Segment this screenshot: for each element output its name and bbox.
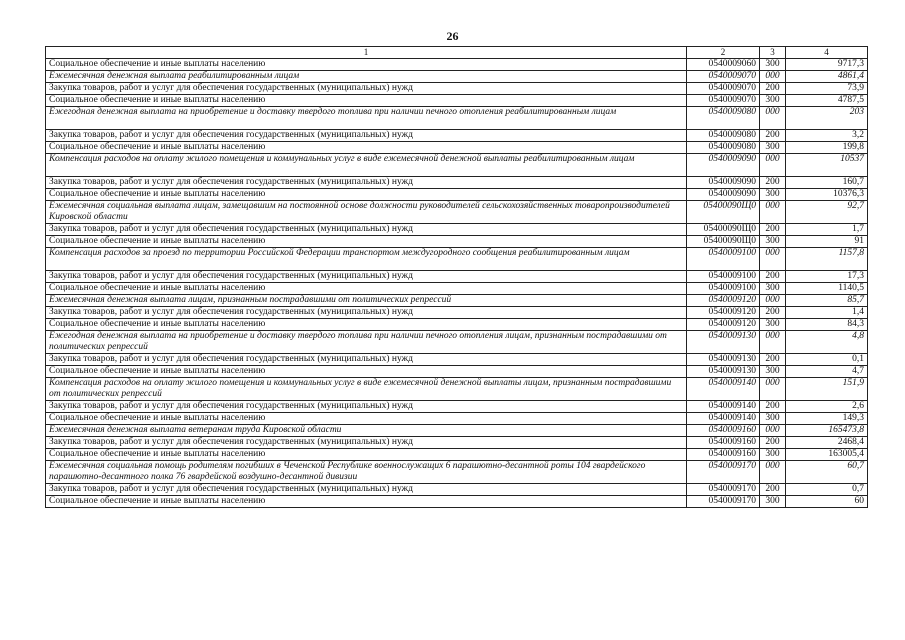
row-type-cell: 300 (760, 413, 786, 425)
row-sum-cell: 4861,4 (786, 71, 868, 83)
row-type-cell: 000 (760, 154, 786, 177)
row-code-cell: 0540009130 (687, 354, 760, 366)
row-sum-cell: 60 (786, 496, 868, 508)
row-name-cell: Социальное обеспечение и иные выплаты населению (46, 59, 687, 71)
row-sum-cell: 149,3 (786, 413, 868, 425)
table-body (46, 59, 868, 508)
row-sum-cell: 60,7 (786, 461, 868, 484)
row-sum-cell: 4787,5 (786, 95, 868, 107)
row-code-cell: 0540009160 (687, 437, 760, 449)
table-row (46, 130, 868, 142)
row-name-cell: Ежемесячная денежная выплата лицам, признанным пострадавшими от политических репрессий (46, 295, 687, 307)
row-code-cell: 05400090Щ0 (687, 236, 760, 248)
row-name-cell: Ежемесячная социальная помощь родителям погибших в Чеченской Республике военнослужащих 6 парашютно-десантной роты 104 гвардейского парашютно-десантного полка 76 гвардейской воздушно-десантной дивизии (46, 461, 687, 484)
row-code-cell: 05400090Щ0 (687, 201, 760, 224)
row-name-cell: Закупка товаров, работ и услуг для обеспечения государственных (муниципальных) нужд (46, 83, 687, 95)
row-sum-cell: 1157,8 (786, 248, 868, 271)
column-header-name: 1 (46, 47, 687, 59)
row-type-cell: 200 (760, 83, 786, 95)
row-name-cell: Закупка товаров, работ и услуг для обеспечения государственных (муниципальных) нужд (46, 177, 687, 189)
table-row (46, 59, 868, 71)
row-code-cell: 0540009140 (687, 401, 760, 413)
row-code-cell: 0540009140 (687, 378, 760, 401)
table-row (46, 271, 868, 283)
row-code-cell: 0540009130 (687, 331, 760, 354)
table-row (46, 484, 868, 496)
row-code-cell: 0540009130 (687, 366, 760, 378)
row-name-cell: Закупка товаров, работ и услуг для обеспечения государственных (муниципальных) нужд (46, 271, 687, 283)
table-row (46, 177, 868, 189)
row-sum-cell: 17,3 (786, 271, 868, 283)
table-row (46, 461, 868, 484)
row-sum-cell: 1,7 (786, 224, 868, 236)
row-code-cell: 0540009160 (687, 449, 760, 461)
row-type-cell: 000 (760, 461, 786, 484)
row-type-cell: 200 (760, 224, 786, 236)
row-name-cell: Закупка товаров, работ и услуг для обеспечения государственных (муниципальных) нужд (46, 437, 687, 449)
row-name-cell: Ежегодная денежная выплата на приобретение и доставку твердого топлива при наличии печного отопления реабилитированным лицам (46, 107, 687, 130)
table-row (46, 283, 868, 295)
table-row (46, 319, 868, 331)
row-sum-cell: 1140,5 (786, 283, 868, 295)
row-name-cell: Ежегодная денежная выплата на приобретение и доставку твердого топлива при наличии печного отопления лицам, признанным пострадавшими от политических репрессий (46, 331, 687, 354)
row-sum-cell: 9717,3 (786, 59, 868, 71)
row-code-cell: 0540009120 (687, 307, 760, 319)
table-row (46, 307, 868, 319)
row-type-cell: 200 (760, 177, 786, 189)
column-header-code: 2 (687, 47, 760, 59)
row-type-cell: 300 (760, 142, 786, 154)
row-sum-cell: 1,4 (786, 307, 868, 319)
column-header-sum: 4 (786, 47, 868, 59)
row-code-cell: 0540009070 (687, 83, 760, 95)
row-sum-cell: 4,7 (786, 366, 868, 378)
table-row (46, 71, 868, 83)
row-sum-cell: 163005,4 (786, 449, 868, 461)
row-type-cell: 300 (760, 319, 786, 331)
row-code-cell: 0540009170 (687, 461, 760, 484)
row-name-cell: Ежемесячная денежная выплата ветеранам труда Кировской области (46, 425, 687, 437)
row-type-cell: 300 (760, 496, 786, 508)
row-name-cell: Социальное обеспечение и иные выплаты населению (46, 413, 687, 425)
row-sum-cell: 151,9 (786, 378, 868, 401)
row-sum-cell: 91 (786, 236, 868, 248)
table-row (46, 201, 868, 224)
row-sum-cell: 0,7 (786, 484, 868, 496)
row-code-cell: 0540009170 (687, 496, 760, 508)
row-name-cell: Ежемесячная социальная выплата лицам, замещавшим на постоянной основе должности руководителей сельскохозяйственных товаропроизводителей Кировской области (46, 201, 687, 224)
row-code-cell: 0540009120 (687, 295, 760, 307)
row-type-cell: 200 (760, 484, 786, 496)
table-row (46, 425, 868, 437)
row-type-cell: 000 (760, 378, 786, 401)
row-type-cell: 200 (760, 401, 786, 413)
row-name-cell: Компенсация расходов на оплату жилого помещения и коммунальных услуг в виде ежемесячной денежной выплаты лицам, признанным пострадавшими от политических репрессий (46, 378, 687, 401)
table-row (46, 354, 868, 366)
row-sum-cell: 84,3 (786, 319, 868, 331)
table-row (46, 189, 868, 201)
row-type-cell: 200 (760, 354, 786, 366)
table-row (46, 449, 868, 461)
table-header-row (46, 47, 868, 59)
row-name-cell: Социальное обеспечение и иные выплаты населению (46, 236, 687, 248)
row-type-cell: 000 (760, 201, 786, 224)
row-name-cell: Компенсация расходов за проезд по территории Российской Федерации транспортом междугородного сообщения реабилитированным лицам (46, 248, 687, 271)
row-sum-cell: 73,9 (786, 83, 868, 95)
row-type-cell: 300 (760, 236, 786, 248)
table-row (46, 401, 868, 413)
row-name-cell: Закупка товаров, работ и услуг для обеспечения государственных (муниципальных) нужд (46, 307, 687, 319)
row-name-cell: Закупка товаров, работ и услуг для обеспечения государственных (муниципальных) нужд (46, 401, 687, 413)
table-row (46, 142, 868, 154)
table-row (46, 248, 868, 271)
table-row (46, 295, 868, 307)
table-row (46, 107, 868, 130)
page-number: 26 (446, 29, 459, 43)
budget-table (45, 46, 868, 508)
row-type-cell: 200 (760, 130, 786, 142)
table-row (46, 378, 868, 401)
row-type-cell: 000 (760, 425, 786, 437)
row-name-cell: Социальное обеспечение и иные выплаты населению (46, 142, 687, 154)
row-type-cell: 300 (760, 283, 786, 295)
table-row (46, 95, 868, 107)
row-sum-cell: 199,8 (786, 142, 868, 154)
row-code-cell: 0540009090 (687, 154, 760, 177)
table-row (46, 413, 868, 425)
row-name-cell: Закупка товаров, работ и услуг для обеспечения государственных (муниципальных) нужд (46, 354, 687, 366)
row-sum-cell: 2468,4 (786, 437, 868, 449)
row-code-cell: 0540009070 (687, 95, 760, 107)
row-code-cell: 0540009080 (687, 142, 760, 154)
column-header-type: 3 (760, 47, 786, 59)
row-type-cell: 300 (760, 366, 786, 378)
table-row (46, 331, 868, 354)
table-row (46, 236, 868, 248)
row-name-cell: Социальное обеспечение и иные выплаты населению (46, 366, 687, 378)
row-code-cell: 0540009170 (687, 484, 760, 496)
row-type-cell: 200 (760, 307, 786, 319)
table-row (46, 154, 868, 177)
row-type-cell: 000 (760, 107, 786, 130)
row-sum-cell: 0,1 (786, 354, 868, 366)
row-name-cell: Закупка товаров, работ и услуг для обеспечения государственных (муниципальных) нужд (46, 130, 687, 142)
row-code-cell: 0540009060 (687, 59, 760, 71)
table-row (46, 366, 868, 378)
row-type-cell: 300 (760, 189, 786, 201)
row-name-cell: Социальное обеспечение и иные выплаты населению (46, 319, 687, 331)
row-type-cell: 000 (760, 248, 786, 271)
row-sum-cell: 203 (786, 107, 868, 130)
row-code-cell: 0540009100 (687, 283, 760, 295)
row-name-cell: Закупка товаров, работ и услуг для обеспечения государственных (муниципальных) нужд (46, 484, 687, 496)
row-sum-cell: 165473,8 (786, 425, 868, 437)
row-type-cell: 000 (760, 331, 786, 354)
table-row (46, 83, 868, 95)
table-row (46, 224, 868, 236)
row-sum-cell: 92,7 (786, 201, 868, 224)
row-name-cell: Компенсация расходов на оплату жилого помещения и коммунальных услуг в виде ежемесячной денежной выплаты реабилитированным лицам (46, 154, 687, 177)
table-row (46, 496, 868, 508)
row-sum-cell: 10376,3 (786, 189, 868, 201)
row-code-cell: 0540009140 (687, 413, 760, 425)
row-sum-cell: 160,7 (786, 177, 868, 189)
row-sum-cell: 4,8 (786, 331, 868, 354)
row-code-cell: 0540009070 (687, 71, 760, 83)
row-code-cell: 0540009160 (687, 425, 760, 437)
row-type-cell: 000 (760, 295, 786, 307)
row-type-cell: 200 (760, 271, 786, 283)
row-code-cell: 0540009080 (687, 107, 760, 130)
row-type-cell: 200 (760, 437, 786, 449)
row-name-cell: Социальное обеспечение и иные выплаты населению (46, 95, 687, 107)
row-code-cell: 0540009080 (687, 130, 760, 142)
row-name-cell: Социальное обеспечение и иные выплаты населению (46, 189, 687, 201)
row-name-cell: Социальное обеспечение и иные выплаты населению (46, 283, 687, 295)
row-type-cell: 300 (760, 59, 786, 71)
row-code-cell: 0540009090 (687, 189, 760, 201)
row-code-cell: 0540009100 (687, 248, 760, 271)
row-name-cell: Ежемесячная денежная выплата реабилитированным лицам (46, 71, 687, 83)
row-type-cell: 300 (760, 449, 786, 461)
row-sum-cell: 85,7 (786, 295, 868, 307)
row-code-cell: 0540009100 (687, 271, 760, 283)
row-sum-cell: 10537 (786, 154, 868, 177)
row-code-cell: 0540009120 (687, 319, 760, 331)
row-name-cell: Социальное обеспечение и иные выплаты населению (46, 449, 687, 461)
row-sum-cell: 3,2 (786, 130, 868, 142)
row-code-cell: 0540009090 (687, 177, 760, 189)
row-name-cell: Социальное обеспечение и иные выплаты населению (46, 496, 687, 508)
row-sum-cell: 2,6 (786, 401, 868, 413)
row-type-cell: 300 (760, 95, 786, 107)
row-type-cell: 000 (760, 71, 786, 83)
row-code-cell: 05400090Щ0 (687, 224, 760, 236)
table-row (46, 437, 868, 449)
row-name-cell: Закупка товаров, работ и услуг для обеспечения государственных (муниципальных) нужд (46, 224, 687, 236)
